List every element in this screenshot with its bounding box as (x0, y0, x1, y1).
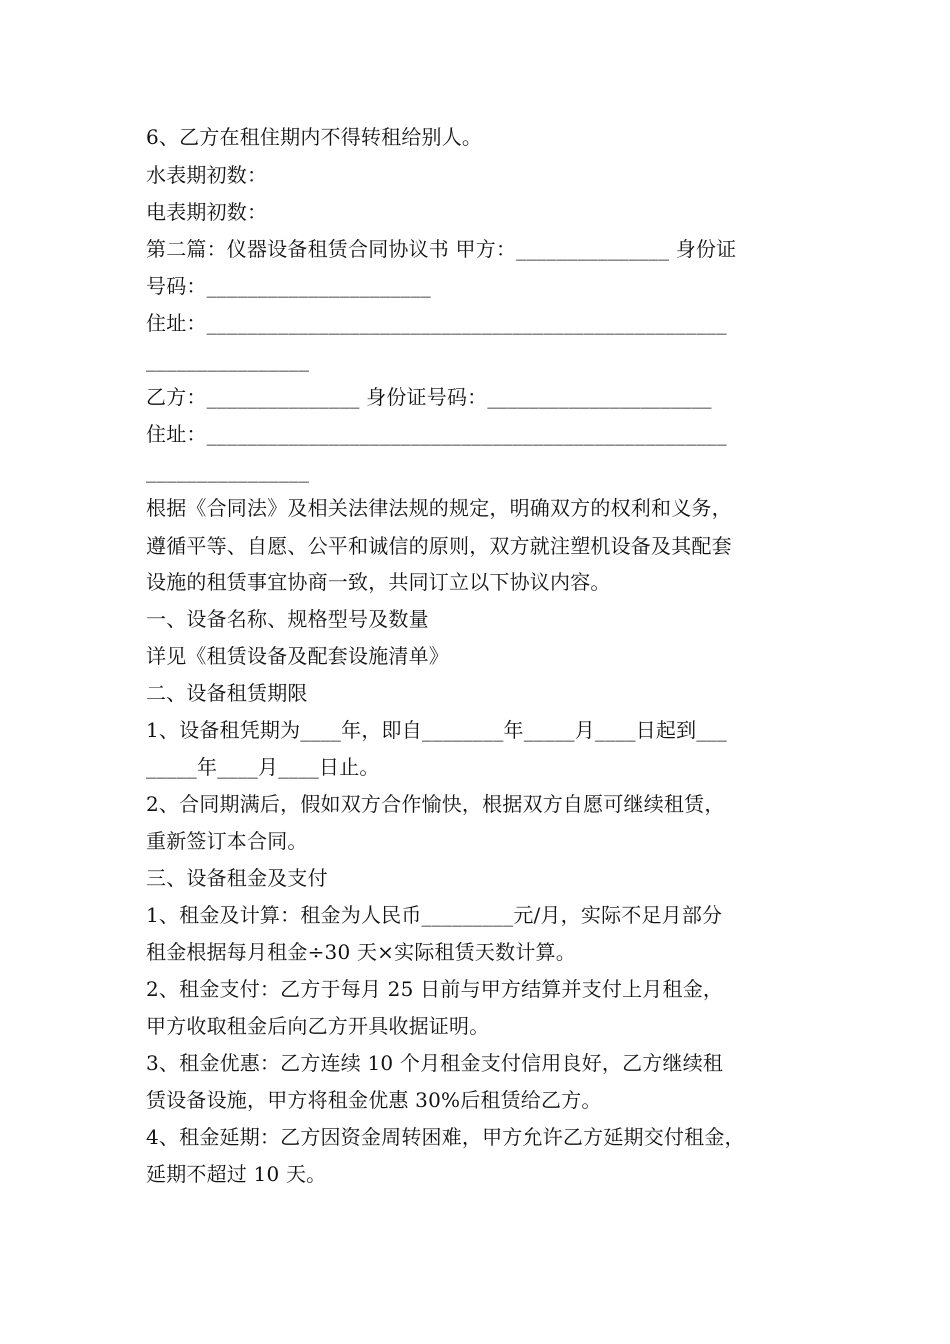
party-a-address-continued: ________________ (146, 348, 310, 372)
lease-term-line-1: 1、设备租凭期为____年，即自________年_____月____日起到___ (146, 718, 727, 742)
renewal-line-1: 2、合同期满后，假如双方合作愉快，根据双方自愿可继续租赁， (146, 792, 725, 816)
rent-payment-line-1: 2、租金支付：乙方于每月 25 日前与甲方结算并支付上月租金， (146, 977, 724, 1001)
party-a-id-number: 号码：______________________ (146, 274, 431, 298)
party-b-address: 住址：___________________________________________________ (146, 422, 727, 446)
heading-lease-term: 二、设备租赁期限 (146, 681, 308, 705)
heading-rent-payment: 三、设备租金及支付 (146, 866, 328, 890)
equipment-list-reference: 详见《租赁设备及配套设施清单》 (146, 644, 449, 668)
rent-discount-line-1: 3、租金优惠：乙方连续 10 个月租金支付信用良好，乙方继续租 (146, 1051, 724, 1075)
preamble-line-3: 设施的租赁事宜协商一致，共同订立以下协议内容。 (146, 570, 611, 594)
rent-calculation-line-1: 1、租金及计算：租金为人民币_________元/月，实际不足月部分 (146, 903, 723, 927)
rent-deferral-line-2: 延期不超过 10 天。 (146, 1162, 327, 1186)
clause-6-no-sublease: 6、乙方在租住期内不得转租给别人。 (146, 125, 483, 149)
party-b-address-continued: ________________ (146, 459, 310, 483)
rent-calculation-line-2: 租金根据每月租金÷30 天×实际租赁天数计算。 (146, 940, 576, 964)
preamble-line-2: 遵循平等、自愿、公平和诚信的原则，双方就注塑机设备及其配套 (146, 534, 732, 558)
rent-payment-line-2: 甲方收取租金后向乙方开具收据证明。 (146, 1014, 490, 1038)
section-two-title-party-a: 第二篇：仪器设备租赁合同协议书 甲方：_______________ 身份证 (146, 237, 737, 261)
water-meter-initial-reading: 水表期初数： (146, 163, 268, 187)
electric-meter-initial-reading: 电表期初数： (146, 200, 268, 224)
renewal-line-2: 重新签订本合同。 (146, 829, 308, 853)
rent-discount-line-2: 赁设备设施，甲方将租金优惠 30%后租赁给乙方。 (146, 1088, 602, 1112)
party-a-address: 住址：___________________________________________________ (146, 311, 727, 335)
preamble-line-1: 根据《合同法》及相关法律法规的规定，明确双方的权利和义务， (146, 496, 732, 520)
party-b-name-id: 乙方：_______________ 身份证号码：______________________ (146, 385, 712, 409)
lease-term-line-2: _____年____月____日止。 (146, 755, 380, 779)
heading-equipment-spec: 一、设备名称、规格型号及数量 (146, 607, 429, 631)
rent-deferral-line-1: 4、租金延期：乙方因资金周转困难，甲方允许乙方延期交付租金， (146, 1125, 745, 1149)
